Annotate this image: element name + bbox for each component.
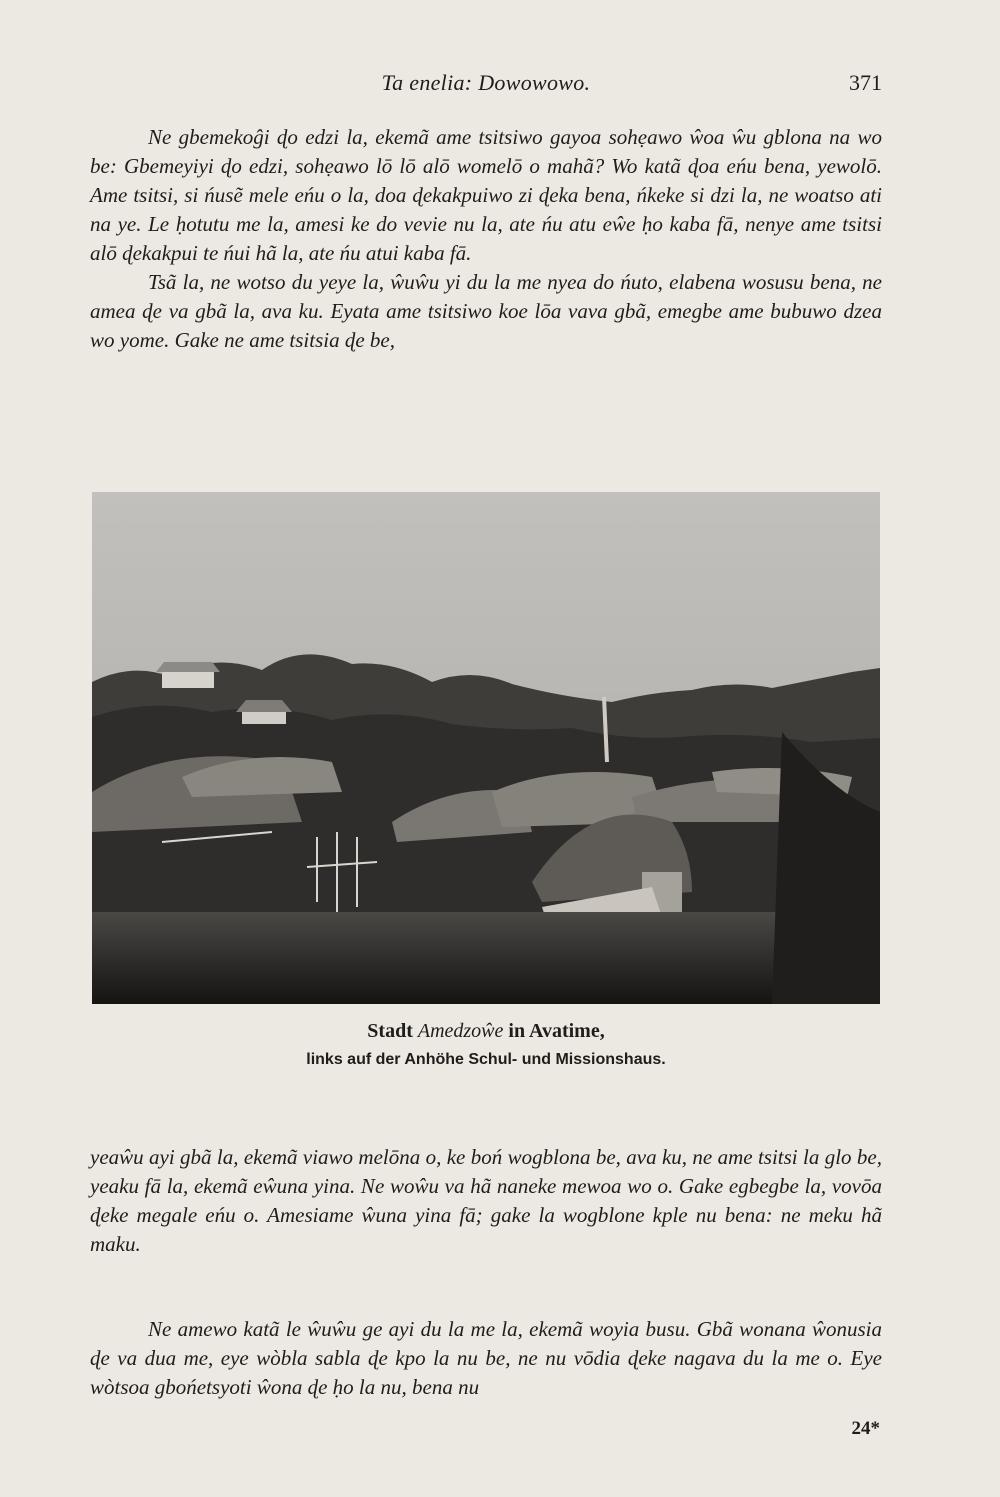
figure-caption <box>90 1020 882 1043</box>
paragraph-2: Tsã la, ne wotso du yeye la, ŵuŵu yi du la me nyea do ńuto, elabena wosusu bena, ne amea ɖe va gbã la, ava ku. Eyata ame tsitsiwo koe lōa vava gbã, emegbe ame bubuwo dzea wo yome. Gake ne ame tsitsia ɖe be, <box>90 270 882 352</box>
paragraph-1: Ne gbemekoĝi ɖo edzi la, ekemã ame tsitsiwo gayoa sohẹawo ŵoa ŵu gblona na wo be: Gbemeyiyi ɖo edzi, sohẹawo lō lō alō womelō o mahã? Wo katã ɖoa eńu bena, yewolō. Ame tsitsi, si ńusẽ mele eńu o la, doa ɖekakpuiwo zi ɖeka bena, ńkeke si dzi la, ne woatso ati na ye. Le ḥotutu me la, amesi ke do vevie nu la, ate ńu atu eŵe ḥo kaba fā, nenye ame tsitsi alō ɖekakpui te ńui hã la, ate ńu atui kaba fā. <box>90 125 882 265</box>
caption-bold-start: Stadt <box>367 1020 413 1042</box>
top-text-block <box>90 123 882 355</box>
middle-text-block <box>90 1143 882 1259</box>
page-number: 371 <box>849 70 882 95</box>
running-head <box>90 70 882 100</box>
village-photograph <box>92 492 880 1004</box>
figure-subcaption: links auf der Anhöhe Schul- und Missionshaus. <box>306 1051 666 1068</box>
running-title: Ta enelia: Dowowowo. <box>381 70 591 95</box>
signature-mark: 24* <box>851 1418 880 1439</box>
paragraph-3: yeaŵu ayi gbã la, ekemã viawo melōna o, ke boń wogblona be, ava ku, ne ame tsitsi la glo be, yeaku fā la, ekemã eŵuna yina. Ne woŵu va hã naneke mewoa wo o. Gake egbegbe la, vovōa ɖeke megale eńu o. Amesiame ŵuna yina fā; gake la wogblone kple nu bena: ne meku hã maku. <box>90 1145 882 1256</box>
paragraph-4: Ne amewo katã le ŵuŵu ge ayi du la me la, ekemã woyia busu. Gbã wonana ŵonusia ɖe va dua me, eye wòbla sabla ɖe kpo la nu be, ne nu vōdia ɖeke nagava du la me o. Eye wòtsoa gbońetsyoti ŵona ɖe ḥo la nu, bena nu <box>90 1317 882 1399</box>
bottom-text-block <box>90 1315 882 1402</box>
caption-place-name: Amedzoŵe <box>417 1020 504 1042</box>
caption-bold-end: in Avatime, <box>508 1020 605 1042</box>
